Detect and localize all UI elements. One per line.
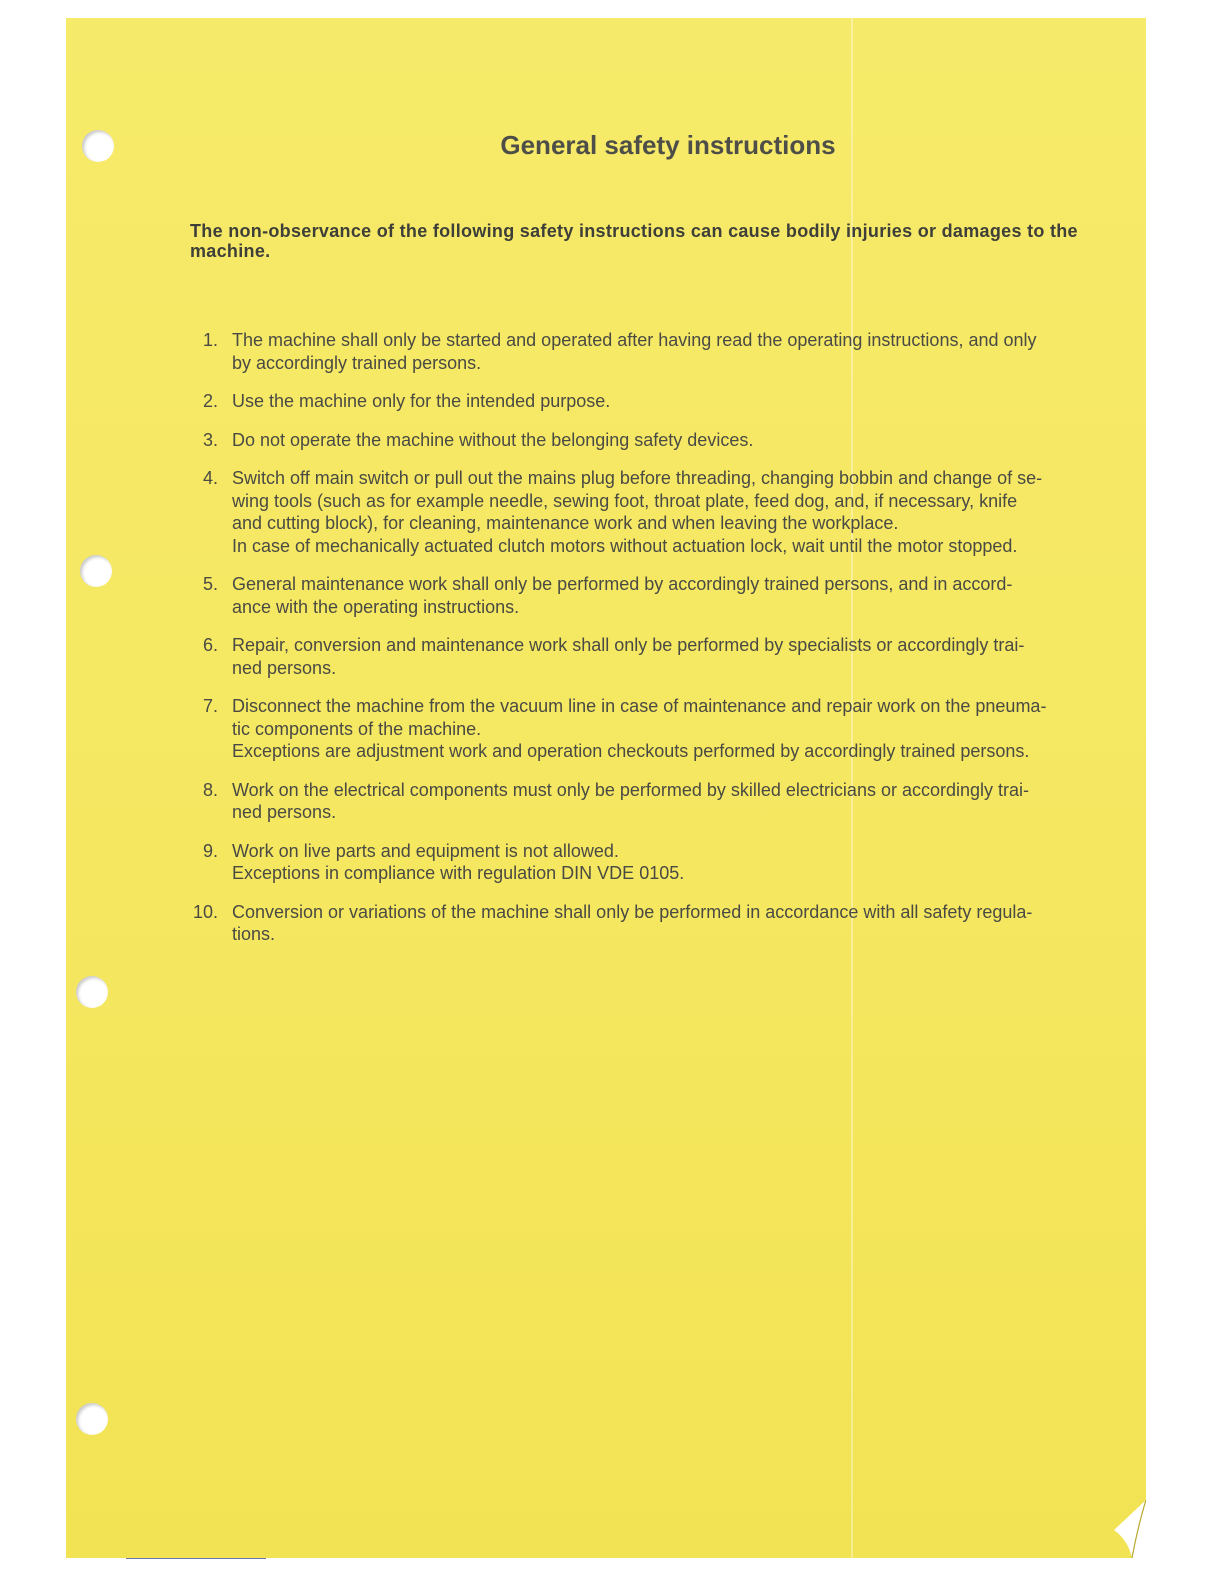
punch-hole-icon (76, 976, 108, 1008)
item-text-line: and cutting block), for cleaning, maintenance work and when leaving the workplace. (232, 513, 899, 533)
item-text-line: Disconnect the machine from the vacuum line in case of maintenance and repair work on the pneuma- (232, 696, 1047, 716)
punch-hole-icon (76, 1403, 108, 1435)
dog-ear-corner-icon (1094, 1500, 1146, 1558)
safety-instructions-list (180, 329, 1140, 962)
item-text-line: Switch off main switch or pull out the mains plug before threading, changing bobbin and change of se- (232, 468, 1043, 488)
item-number: 7. (202, 696, 218, 716)
item-text-line: by accordingly trained persons. (232, 352, 482, 373)
list-item (180, 840, 1140, 885)
item-text-line: tions. (232, 924, 276, 944)
list-item (180, 329, 1140, 374)
item-text-line: Do not operate the machine without the belonging safety devices. (232, 429, 754, 450)
list-item (180, 573, 1140, 618)
safety-intro: The non-observance of the following safety instructions can cause bodily injuries or damages to the machine. (190, 221, 1078, 261)
item-number: 1. (202, 330, 218, 350)
item-text-line: Work on the electrical components must only be performed by skilled electricians or accordingly trai- (232, 779, 1030, 800)
item-text-line: Exceptions in compliance with regulation DIN VDE 0105. (232, 863, 685, 883)
list-item (180, 429, 1140, 452)
item-text-line: Use the machine only for the intended purpose. (232, 391, 611, 411)
item-number: 2. (202, 391, 218, 411)
list-item (180, 901, 1140, 946)
item-text-line: The machine shall only be started and operated after having read the operating instructions, and only (232, 330, 1037, 350)
item-number: 8. (202, 779, 218, 800)
item-text-line: General maintenance work shall only be performed by accordingly trained persons, and in accord- (232, 574, 1013, 594)
item-text-line: wing tools (such as for example needle, sewing foot, throat plate, feed dog, and, if necessary, knife (232, 490, 1018, 511)
list-item (180, 779, 1140, 824)
item-text-line: ned persons. (232, 657, 337, 678)
page-title: General safety instructions (500, 130, 836, 160)
item-number: 4. (202, 468, 218, 488)
item-text-line: Conversion or variations of the machine shall only be performed in accordance with all safety regula- (232, 901, 1033, 922)
item-number: 10. (192, 901, 218, 922)
item-number: 6. (202, 635, 218, 655)
item-text-line: Repair, conversion and maintenance work shall only be performed by specialists or accordingly trai- (232, 635, 1025, 655)
list-item (180, 634, 1140, 679)
punch-hole-icon (80, 555, 112, 587)
item-text-line: ned persons. (232, 802, 337, 822)
item-text-line: ance with the operating instructions. (232, 596, 520, 617)
list-item (180, 695, 1140, 763)
item-text-line: Work on live parts and equipment is not allowed. (232, 840, 619, 861)
item-text-line: tic components of the machine. (232, 718, 482, 739)
item-number: 3. (202, 429, 218, 450)
item-number: 5. (202, 574, 218, 594)
item-text-line: Exceptions are adjustment work and operation checkouts performed by accordingly trained persons. (232, 741, 1030, 761)
scan-mark (126, 1558, 266, 1559)
list-item (180, 467, 1140, 557)
item-text-line: In case of mechanically actuated clutch motors without actuation lock, wait until the motor stopped. (232, 535, 1018, 556)
item-number: 9. (202, 840, 218, 861)
list-item (180, 390, 1140, 413)
